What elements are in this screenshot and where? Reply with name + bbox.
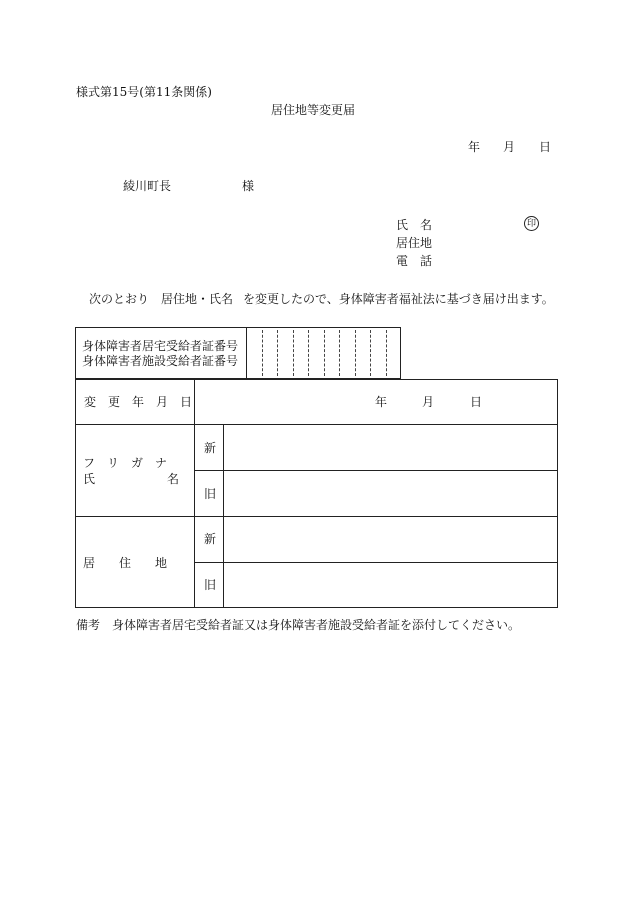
note: 備考 身体障害者居宅受給者証又は身体障害者施設受給者証を添付してください。	[76, 618, 521, 632]
table-row-divider	[75, 516, 558, 517]
statement-suffix: を変更したので、身体障害者福祉法に基づき届け出ます。	[243, 292, 554, 306]
digit-cell-divider	[355, 330, 356, 376]
form-number: 様式第15号(第11条関係)	[76, 85, 212, 99]
change-date-year: 年	[375, 395, 388, 409]
table-label-column-divider	[194, 379, 195, 608]
digit-cell-divider	[339, 330, 340, 376]
name-new-label: 新	[204, 441, 217, 455]
statement-items: 居住地・氏名	[161, 292, 234, 306]
date-month-label: 月	[503, 140, 516, 154]
digit-cell-divider	[277, 330, 278, 376]
date-day-label: 日	[539, 140, 552, 154]
applicant-phone-label: 電 話	[396, 254, 433, 268]
addressee-name: 綾川町長	[123, 179, 172, 193]
table-row-divider	[75, 424, 558, 425]
table-row-divider	[194, 562, 558, 563]
seal-icon: 印	[524, 216, 539, 231]
applicant-name-label: 氏 名	[396, 218, 433, 232]
date-year-label: 年	[468, 140, 481, 154]
table-row-divider	[194, 470, 558, 471]
change-date-month: 月	[422, 395, 435, 409]
digit-cell-divider	[262, 330, 263, 376]
change-date-label: 変 更 年 月 日	[84, 395, 193, 409]
digit-cell-divider	[308, 330, 309, 376]
certificate-divider	[246, 327, 247, 379]
address-new-field[interactable]	[226, 519, 554, 559]
digit-cell-divider	[293, 330, 294, 376]
certificate-number-box	[75, 327, 401, 379]
digit-cell-divider	[324, 330, 325, 376]
address-old-field[interactable]	[226, 565, 554, 605]
applicant-address-label: 居住地	[396, 236, 433, 250]
name-label: 氏 名	[83, 472, 180, 486]
statement-prefix: 次のとおり	[89, 292, 150, 306]
address-new-label: 新	[204, 532, 217, 546]
certificate-label-home: 身体障害者居宅受給者証番号	[82, 339, 239, 353]
name-old-label: 旧	[204, 487, 217, 501]
digit-cell-divider	[370, 330, 371, 376]
name-new-field[interactable]	[226, 427, 554, 467]
address-old-label: 旧	[204, 578, 217, 592]
furigana-label: フ リ ガ ナ	[83, 456, 168, 470]
name-old-field[interactable]	[226, 473, 554, 513]
change-date-day: 日	[470, 395, 483, 409]
certificate-label-facility: 身体障害者施設受給者証番号	[82, 354, 239, 368]
change-date-field[interactable]	[250, 393, 550, 411]
addressee-honorific: 様	[242, 179, 255, 193]
table-new-old-divider	[223, 424, 224, 608]
address-label: 居 住 地	[83, 556, 168, 570]
digit-cell-divider	[386, 330, 387, 376]
form-title: 居住地等変更届	[271, 103, 356, 117]
